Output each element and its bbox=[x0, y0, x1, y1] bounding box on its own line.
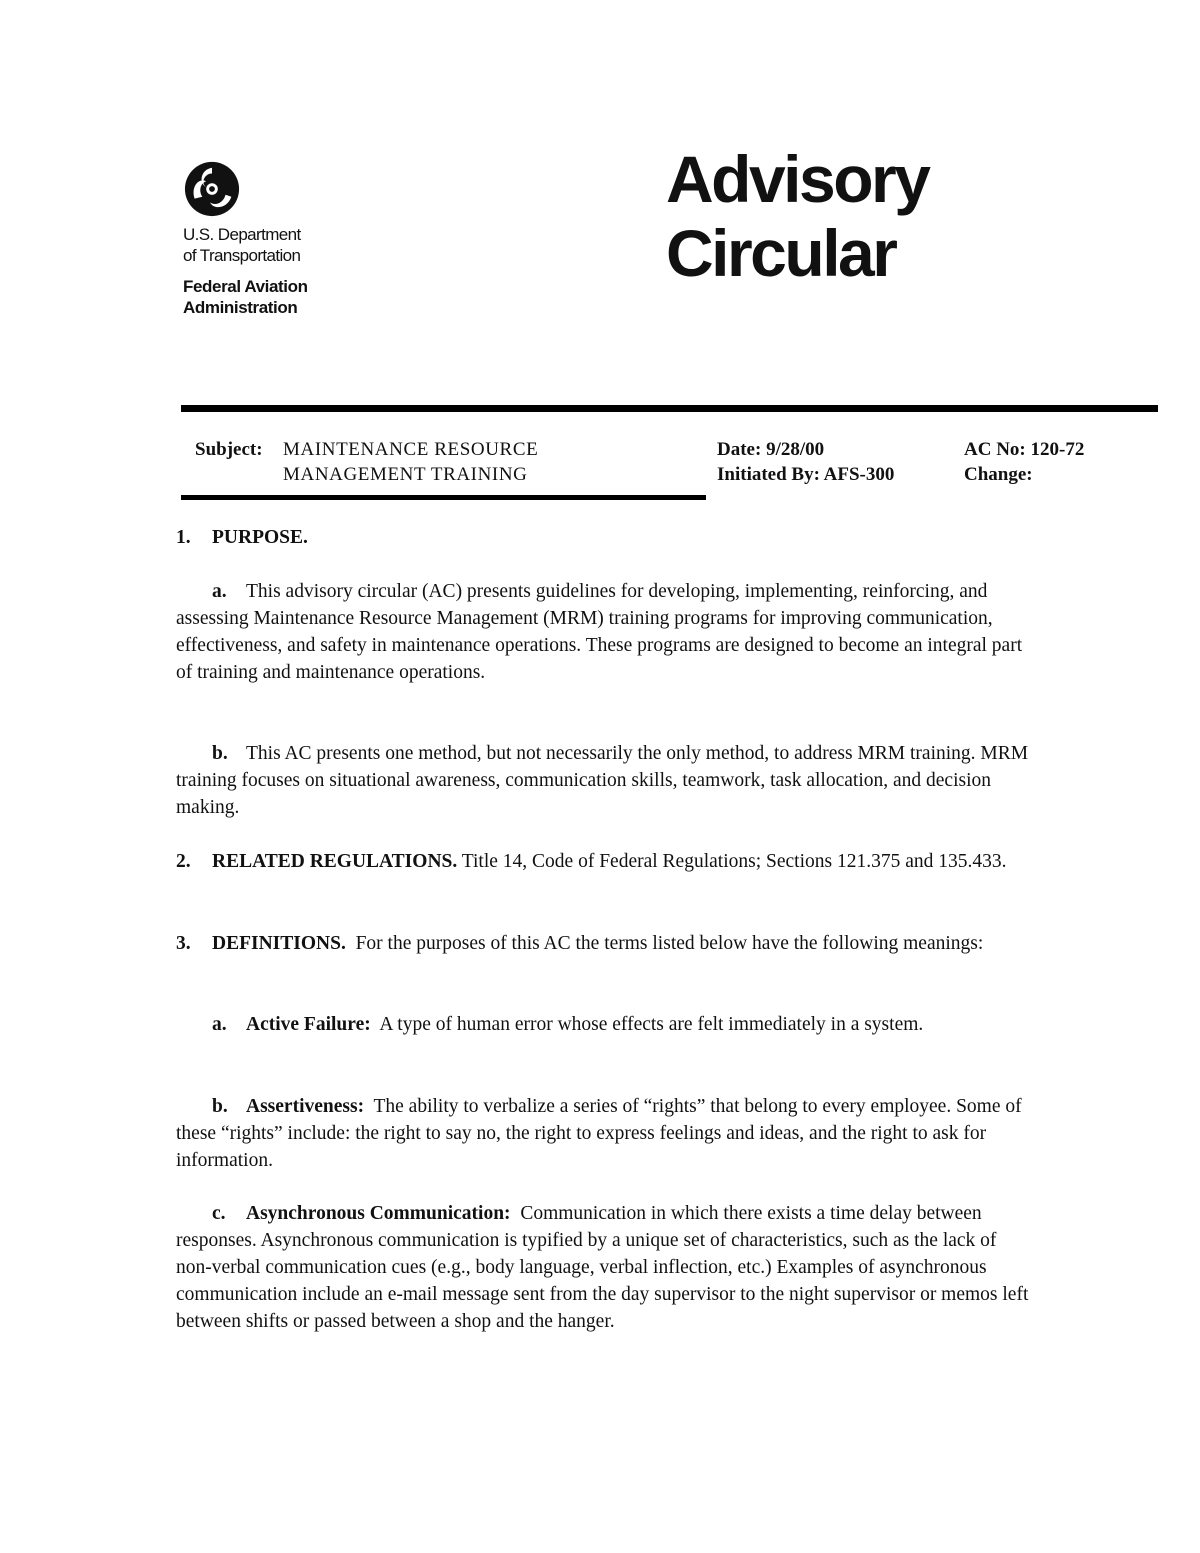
section-3b-paragraph bbox=[176, 1093, 1036, 1174]
section-2-text: Title 14, Code of Federal Regulations; Sections 121.375 and 135.433. bbox=[461, 851, 1007, 872]
ac-no-row bbox=[964, 437, 1084, 462]
section-1-title: PURPOSE. bbox=[212, 527, 308, 548]
section-3b-text: The ability to verbalize a series of “rights” that belong to every employee. Some of these “rights” include: the right to say no, the right to express feelings and ideas, and the right to ask for information. bbox=[176, 1096, 1022, 1171]
ac-no-label: AC No: bbox=[964, 439, 1026, 460]
dot-triskelion-logo bbox=[183, 160, 241, 218]
section-1b-text: This AC presents one method, but not necessarily the only method, to address MRM training. MRM training focuses on situational awareness, communication skills, teamwork, task allocation, and decision making. bbox=[176, 743, 1029, 818]
section-3a-term: Active Failure: bbox=[246, 1014, 371, 1035]
date-row bbox=[717, 437, 894, 462]
date-label: Date: bbox=[717, 439, 762, 460]
dept-line-2: of Transportation bbox=[183, 246, 301, 265]
section-3a-paragraph bbox=[176, 1011, 1036, 1038]
section-3-number: 3. bbox=[176, 933, 191, 954]
section-3c-term: Asynchronous Communication: bbox=[246, 1203, 511, 1224]
section-1-heading bbox=[176, 524, 1036, 551]
date-block bbox=[717, 437, 894, 487]
section-3-paragraph bbox=[176, 930, 1036, 957]
subject-label: Subject: bbox=[195, 439, 263, 460]
dept-line-1: U.S. Department bbox=[183, 225, 301, 244]
section-1-number: 1. bbox=[176, 527, 191, 548]
section-3b-term: Assertiveness: bbox=[246, 1096, 365, 1117]
doc-type-title bbox=[666, 142, 928, 290]
initiated-row bbox=[717, 462, 894, 487]
faa-line-2: Administration bbox=[183, 298, 298, 317]
ac-number-block bbox=[964, 437, 1084, 487]
section-1b-letter: b. bbox=[212, 743, 228, 764]
subject-line-2: MANAGEMENT TRAINING bbox=[283, 464, 528, 485]
section-3-text: For the purposes of this AC the terms listed below have the following meanings: bbox=[355, 933, 984, 954]
section-2-paragraph bbox=[176, 848, 1072, 875]
subject-value bbox=[283, 437, 538, 487]
ac-no-value: 120-72 bbox=[1030, 439, 1085, 460]
change-label: Change: bbox=[964, 464, 1033, 485]
section-2-title: RELATED REGULATIONS. bbox=[212, 851, 458, 872]
section-3c-text: Communication in which there exists a time delay between responses. Asynchronous communication is typified by a unique set of characteristics, such as the lack of non-verbal communication cues (e.g., body language, verbal inflection, etc.) Examples of asynchronous communication include an e-mail message sent from the day supervisor to the night supervisor or memos left between shifts or passed between a shop and the hanger. bbox=[176, 1203, 1029, 1332]
faa-line-1: Federal Aviation bbox=[183, 277, 308, 296]
doc-type-line-1: Advisory bbox=[666, 142, 929, 216]
dot-logo-block bbox=[183, 160, 383, 318]
initiated-label: Initiated By: bbox=[717, 464, 820, 485]
section-3c-letter: c. bbox=[212, 1203, 226, 1224]
section-3a-text: A type of human error whose effects are felt immediately in a system. bbox=[379, 1014, 924, 1035]
section-1a-paragraph bbox=[176, 578, 1036, 686]
top-rule bbox=[181, 405, 1158, 412]
section-1a-text: This advisory circular (AC) presents guidelines for developing, implementing, reinforcing, and assessing Maintenance Resource Management (MRM) training programs for improving communication, effectiveness, and safety in maintenance operations. These programs are designed to become an integral part of training and maintenance operations. bbox=[176, 581, 1023, 683]
initiated-value: AFS-300 bbox=[823, 464, 895, 485]
section-1a-letter: a. bbox=[212, 581, 227, 602]
section-3-title: DEFINITIONS. bbox=[212, 933, 346, 954]
section-1b-paragraph bbox=[176, 740, 1036, 821]
change-row bbox=[964, 462, 1084, 487]
subject-underline-rule bbox=[181, 495, 706, 500]
section-2-number: 2. bbox=[176, 851, 191, 872]
section-3a-letter: a. bbox=[212, 1014, 227, 1035]
date-value: 9/28/00 bbox=[766, 439, 825, 460]
section-3c-paragraph bbox=[176, 1200, 1036, 1335]
subject-line-1: MAINTENANCE RESOURCE bbox=[283, 439, 539, 460]
doc-type-line-2: Circular bbox=[666, 216, 896, 290]
section-3b-letter: b. bbox=[212, 1096, 228, 1117]
